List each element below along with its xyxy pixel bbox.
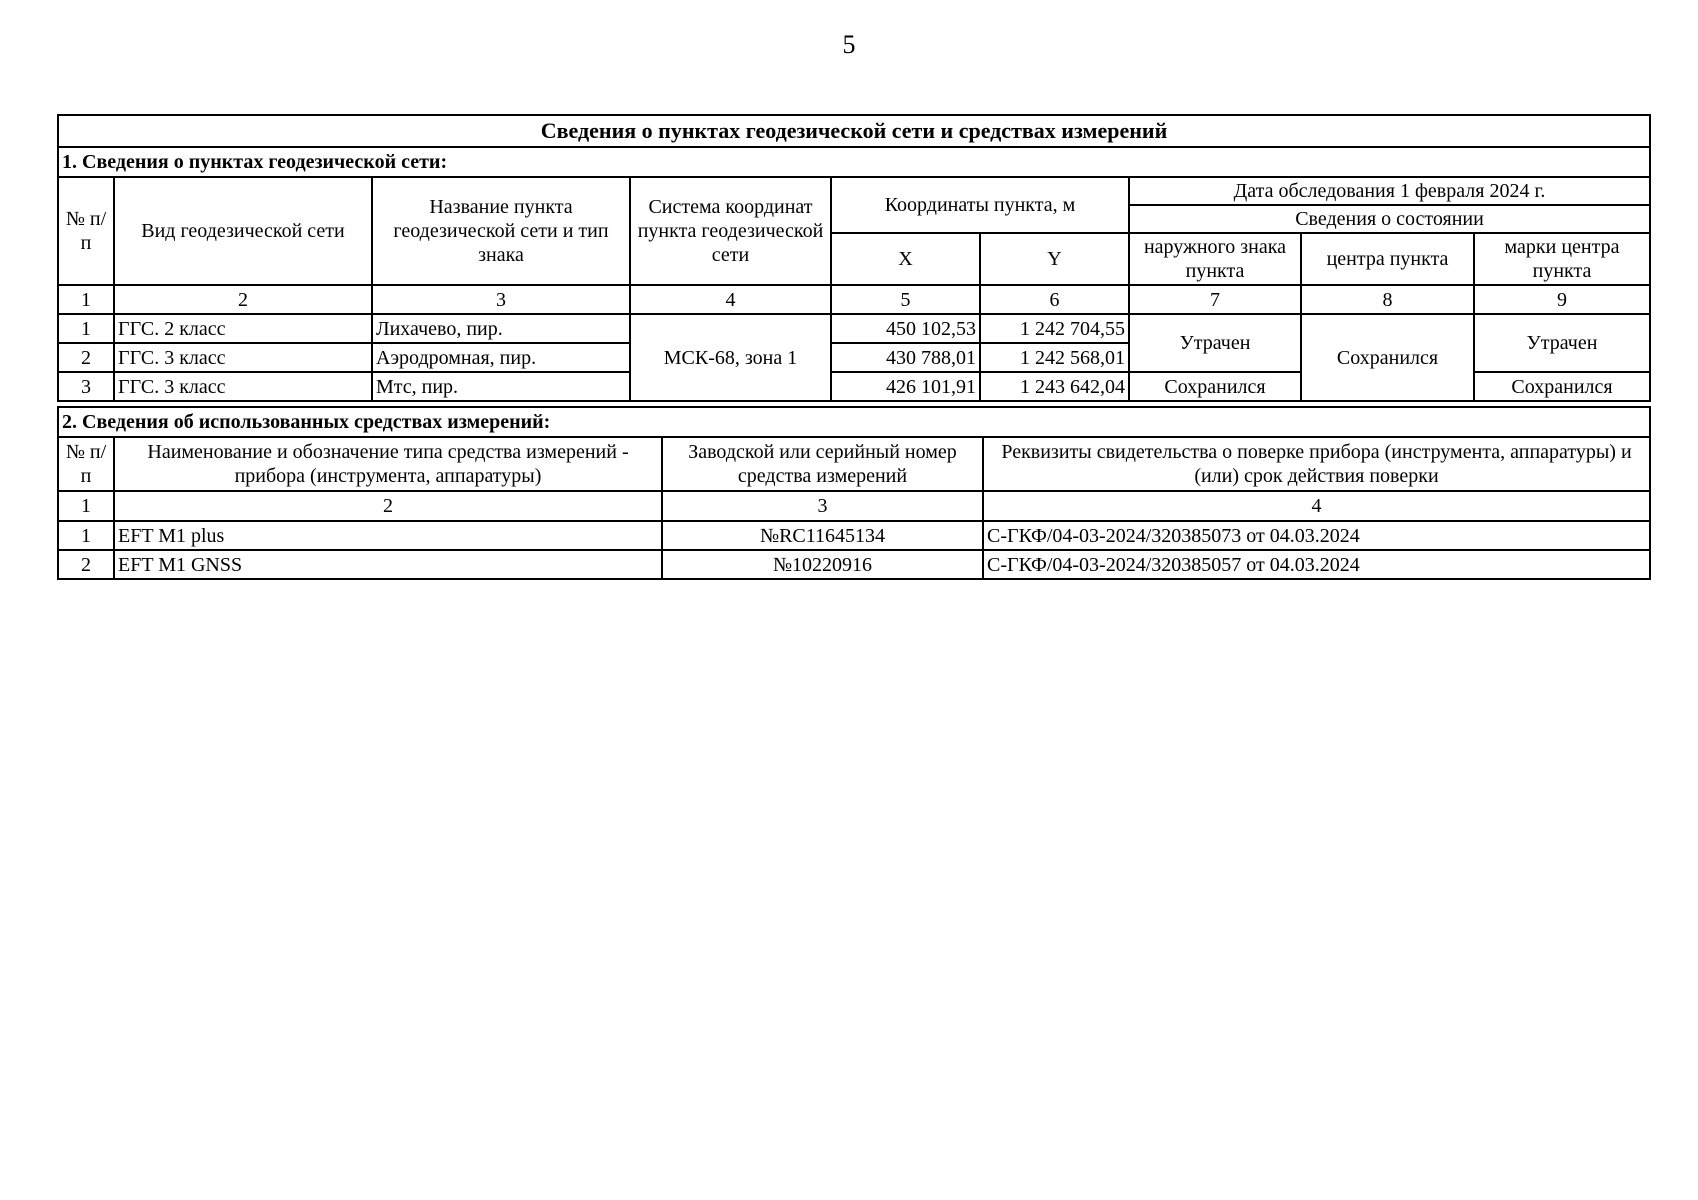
column-number: 2 <box>114 285 372 314</box>
header-instrument: Наименование и обозначение типа средства измерений - прибора (инструмента, аппаратуры) <box>114 437 662 491</box>
column-number: 7 <box>1129 285 1301 314</box>
column-number: 2 <box>114 491 662 521</box>
header-center: центра пункта <box>1301 233 1474 285</box>
column-number: 8 <box>1301 285 1474 314</box>
header-survey-date: Дата обследования 1 февраля 2024 г. <box>1129 177 1650 205</box>
document-title: Сведения о пунктах геодезической сети и средствах измерений <box>58 115 1650 147</box>
column-number: 4 <box>630 285 831 314</box>
row-num: 1 <box>58 521 114 550</box>
header-state-info: Сведения о состоянии <box>1129 205 1650 233</box>
x-cell: 426 101,91 <box>831 372 980 401</box>
header-serial: Заводской или серийный номер средства измерений <box>662 437 983 491</box>
row-num: 1 <box>58 314 114 343</box>
row-num: 3 <box>58 372 114 401</box>
header-y: Y <box>980 233 1129 285</box>
row-num: 2 <box>58 343 114 372</box>
instrument-cell: EFT M1 plus <box>114 521 662 550</box>
geodetic-points-table <box>57 114 1651 402</box>
header-outer-sign: наружного знака пункта <box>1129 233 1301 285</box>
mark-state: Сохранился <box>1474 372 1650 401</box>
column-number: 1 <box>58 491 114 521</box>
network-type-cell: ГГС. 3 класс <box>114 343 372 372</box>
x-cell: 450 102,53 <box>831 314 980 343</box>
certificate-cell: С-ГКФ/04-03-2024/320385057 от 04.03.2024 <box>983 550 1650 579</box>
y-cell: 1 242 568,01 <box>980 343 1129 372</box>
instruments-table <box>57 406 1651 580</box>
network-type-cell: ГГС. 3 класс <box>114 372 372 401</box>
y-cell: 1 242 704,55 <box>980 314 1129 343</box>
page-number: 5 <box>842 30 856 59</box>
row-num: 2 <box>58 550 114 579</box>
column-number: 3 <box>372 285 630 314</box>
outer-sign-state: Сохранился <box>1129 372 1301 401</box>
header-certificate: Реквизиты свидетельства о поверке прибора (инструмента, аппаратуры) и (или) срок действия поверки <box>983 437 1650 491</box>
column-number: 1 <box>58 285 114 314</box>
center-state: Сохранился <box>1301 314 1474 401</box>
column-number: 9 <box>1474 285 1650 314</box>
y-cell: 1 243 642,04 <box>980 372 1129 401</box>
header-coords: Координаты пункта, м <box>831 177 1129 233</box>
column-number: 6 <box>980 285 1129 314</box>
network-type-cell: ГГС. 2 класс <box>114 314 372 343</box>
section1-heading: 1. Сведения о пунктах геодезической сети: <box>58 147 1650 177</box>
header-num: № п/п <box>58 437 114 491</box>
serial-cell: №10220916 <box>662 550 983 579</box>
table-row <box>58 550 1650 579</box>
coord-system-cell: МСК-68, зона 1 <box>630 314 831 401</box>
point-name-cell: Мтс, пир. <box>372 372 630 401</box>
serial-cell: №RC11645134 <box>662 521 983 550</box>
table-row <box>58 521 1650 550</box>
table-row <box>58 314 1650 343</box>
point-name-cell: Лихачево, пир. <box>372 314 630 343</box>
instrument-cell: EFT M1 GNSS <box>114 550 662 579</box>
certificate-cell: С-ГКФ/04-03-2024/320385073 от 04.03.2024 <box>983 521 1650 550</box>
column-number: 5 <box>831 285 980 314</box>
outer-sign-state: Утрачен <box>1129 314 1301 372</box>
point-name-cell: Аэродромная, пир. <box>372 343 630 372</box>
header-point-name: Название пункта геодезической сети и тип знака <box>372 177 630 285</box>
header-network-type: Вид геодезической сети <box>114 177 372 285</box>
column-number: 4 <box>983 491 1650 521</box>
header-num: № п/п <box>58 177 114 285</box>
header-center-mark: марки центра пункта <box>1474 233 1650 285</box>
mark-state: Утрачен <box>1474 314 1650 372</box>
header-coord-system: Система координат пункта геодезической сети <box>630 177 831 285</box>
section2-heading: 2. Сведения об использованных средствах измерений: <box>58 407 1650 437</box>
column-number: 3 <box>662 491 983 521</box>
x-cell: 430 788,01 <box>831 343 980 372</box>
header-x: X <box>831 233 980 285</box>
